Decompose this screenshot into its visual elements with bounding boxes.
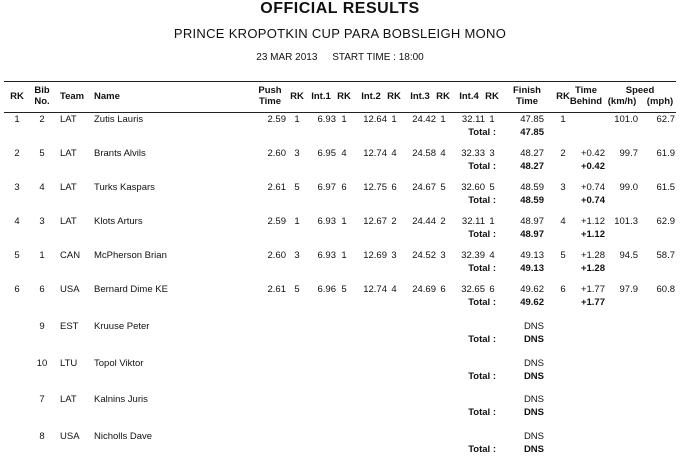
total-value: 48.27 bbox=[520, 161, 544, 172]
cell-prk: 5 bbox=[294, 284, 300, 295]
cell-int3: 24.44 bbox=[412, 216, 436, 227]
cell-name: Klots Arturs bbox=[94, 216, 143, 227]
cell-int1: 6.96 bbox=[317, 284, 336, 295]
event-date: 23 MAR 2013 bbox=[256, 52, 318, 63]
cell-r1: 5 bbox=[341, 284, 347, 295]
total-value: 49.62 bbox=[520, 297, 544, 308]
cell-int2: 12.64 bbox=[363, 114, 387, 125]
header-finish bbox=[510, 85, 544, 107]
cell-int2: 12.69 bbox=[363, 250, 387, 261]
cell-name: Zutis Lauris bbox=[94, 114, 144, 125]
cell-name: Brants Alvils bbox=[94, 148, 146, 159]
cell-int2: 12.74 bbox=[363, 284, 387, 295]
cell-kmh: 97.9 bbox=[619, 284, 638, 295]
total-label: Total : bbox=[468, 127, 496, 138]
cell-int4: 32.60 bbox=[461, 182, 485, 193]
header-int1: Int.1 bbox=[311, 91, 331, 102]
cell-kmh: 94.5 bbox=[619, 250, 638, 261]
total-label: Total : bbox=[468, 161, 496, 172]
cell-r2: 6 bbox=[391, 182, 397, 193]
cell-int1: 6.93 bbox=[317, 250, 336, 261]
cell-int2: 12.67 bbox=[363, 216, 387, 227]
cell-r3: 4 bbox=[440, 148, 446, 159]
cell-frk: 2 bbox=[560, 148, 566, 159]
header-push-l1: Push bbox=[258, 85, 282, 96]
cell-team: CAN bbox=[60, 250, 81, 261]
header-int1-rk: RK bbox=[337, 91, 351, 102]
cell-team: LTU bbox=[60, 358, 78, 369]
total-label: Total : bbox=[468, 229, 496, 240]
cell-r1: 1 bbox=[341, 114, 347, 125]
cell-bib: 3 bbox=[39, 216, 45, 227]
header-behind-l1: Time bbox=[574, 85, 597, 96]
cell-rk: 6 bbox=[14, 284, 20, 295]
total-label: Total : bbox=[468, 297, 496, 308]
header-int2: Int.2 bbox=[361, 91, 381, 102]
total-label: Total : bbox=[468, 195, 496, 206]
header-int4-rk: RK bbox=[485, 91, 499, 102]
cell-rk: 5 bbox=[14, 250, 20, 261]
total-behind: +0.74 bbox=[580, 195, 605, 206]
cell-int4: 32.65 bbox=[461, 284, 485, 295]
cell-finish: DNS bbox=[523, 394, 544, 405]
cell-name: Kruuse Peter bbox=[94, 321, 150, 332]
cell-push: 2.59 bbox=[267, 216, 286, 227]
cell-r4: 1 bbox=[489, 114, 495, 125]
cell-r3: 6 bbox=[440, 284, 446, 295]
header-bib-l1: Bib bbox=[34, 85, 50, 96]
total-label: Total : bbox=[468, 263, 496, 274]
cell-r4: 3 bbox=[489, 148, 495, 159]
total-label: Total : bbox=[468, 407, 496, 418]
cell-team: USA bbox=[60, 284, 80, 295]
cell-kmh: 101.3 bbox=[614, 216, 638, 227]
header-name: Name bbox=[94, 91, 120, 102]
cell-rk: 1 bbox=[14, 114, 20, 125]
cell-prk: 5 bbox=[294, 182, 300, 193]
total-value: 49.13 bbox=[520, 263, 544, 274]
header-int3: Int.3 bbox=[410, 91, 430, 102]
cell-mph: 61.5 bbox=[656, 182, 675, 193]
header-speed: Speed bbox=[625, 85, 655, 96]
header-int3-rk: RK bbox=[436, 91, 450, 102]
cell-finish: 48.59 bbox=[520, 182, 544, 193]
cell-rk: 4 bbox=[14, 216, 20, 227]
cell-int1: 6.95 bbox=[317, 148, 336, 159]
header-speed-kmh: (km/h) bbox=[607, 96, 637, 107]
cell-finish: 49.62 bbox=[520, 284, 544, 295]
cell-r1: 4 bbox=[341, 148, 347, 159]
cell-r1: 6 bbox=[341, 182, 347, 193]
cell-int4: 32.11 bbox=[461, 216, 485, 227]
cell-bib: 9 bbox=[39, 321, 45, 332]
cell-int3: 24.42 bbox=[412, 114, 436, 125]
cell-kmh: 101.0 bbox=[614, 114, 638, 125]
cell-bib: 8 bbox=[39, 431, 45, 442]
cell-finish: 48.27 bbox=[520, 148, 544, 159]
cell-r1: 1 bbox=[341, 216, 347, 227]
cell-prk: 3 bbox=[294, 148, 300, 159]
cell-int3: 24.58 bbox=[412, 148, 436, 159]
cell-finish: DNS bbox=[523, 431, 544, 442]
cell-push: 2.60 bbox=[267, 148, 286, 159]
total-label: Total : bbox=[468, 371, 496, 382]
cell-bib: 2 bbox=[39, 114, 45, 125]
cell-name: McPherson Brian bbox=[94, 250, 167, 261]
header-push bbox=[254, 85, 286, 107]
cell-bib: 7 bbox=[39, 394, 45, 405]
cell-team: LAT bbox=[60, 216, 77, 227]
header-team: Team bbox=[60, 91, 85, 102]
cell-finish: 49.13 bbox=[520, 250, 544, 261]
cell-bib: 1 bbox=[39, 250, 45, 261]
cell-r2: 4 bbox=[391, 284, 397, 295]
cell-prk: 3 bbox=[294, 250, 300, 261]
cell-mph: 61.9 bbox=[656, 148, 675, 159]
cell-team: LAT bbox=[60, 394, 77, 405]
cell-push: 2.60 bbox=[267, 250, 286, 261]
cell-r1: 1 bbox=[341, 250, 347, 261]
header-bottom-rule bbox=[4, 112, 676, 113]
cell-behind: +0.74 bbox=[580, 182, 605, 193]
cell-team: LAT bbox=[60, 182, 77, 193]
date-line bbox=[0, 52, 680, 63]
cell-r3: 2 bbox=[440, 216, 446, 227]
header-behind bbox=[567, 85, 605, 107]
total-value: 48.97 bbox=[520, 229, 544, 240]
cell-int3: 24.67 bbox=[412, 182, 436, 193]
cell-prk: 1 bbox=[294, 114, 300, 125]
cell-r2: 4 bbox=[391, 148, 397, 159]
total-value: 48.59 bbox=[520, 195, 544, 206]
header-finish-rk: RK bbox=[556, 91, 570, 102]
total-label: Total : bbox=[468, 444, 496, 455]
cell-r2: 2 bbox=[391, 216, 397, 227]
cell-behind: +1.28 bbox=[580, 250, 605, 261]
cell-int4: 32.39 bbox=[461, 250, 485, 261]
page-title: OFFICIAL RESULTS bbox=[260, 0, 420, 17]
event-subtitle: PRINCE KROPOTKIN CUP PARA BOBSLEIGH MONO bbox=[173, 26, 507, 41]
cell-int4: 32.11 bbox=[461, 114, 485, 125]
cell-mph: 60.8 bbox=[656, 284, 675, 295]
header-push-rk: RK bbox=[290, 91, 304, 102]
cell-finish: DNS bbox=[523, 321, 544, 332]
cell-team: EST bbox=[60, 321, 79, 332]
cell-r3: 1 bbox=[440, 114, 446, 125]
header-int2-rk: RK bbox=[387, 91, 401, 102]
cell-int3: 24.52 bbox=[412, 250, 436, 261]
cell-r2: 1 bbox=[391, 114, 397, 125]
header-bib bbox=[30, 85, 54, 107]
cell-behind: +0.42 bbox=[580, 148, 605, 159]
total-value: 47.85 bbox=[520, 127, 544, 138]
header-int4: Int.4 bbox=[459, 91, 479, 102]
cell-prk: 1 bbox=[294, 216, 300, 227]
cell-team: LAT bbox=[60, 114, 77, 125]
cell-int1: 6.93 bbox=[317, 216, 336, 227]
total-label: Total : bbox=[468, 334, 496, 345]
cell-push: 2.59 bbox=[267, 114, 286, 125]
cell-frk: 6 bbox=[560, 284, 566, 295]
cell-bib: 5 bbox=[39, 148, 45, 159]
cell-r3: 3 bbox=[440, 250, 446, 261]
header-behind-l2: Behind bbox=[569, 96, 603, 107]
cell-finish: 48.97 bbox=[520, 216, 544, 227]
cell-finish: 47.85 bbox=[520, 114, 544, 125]
total-value: DNS bbox=[523, 371, 544, 382]
header-bib-l2: No. bbox=[34, 96, 50, 107]
cell-behind: +1.77 bbox=[580, 284, 605, 295]
cell-frk: 1 bbox=[560, 114, 566, 125]
header-finish-l1: Finish bbox=[513, 85, 541, 96]
cell-finish: DNS bbox=[523, 358, 544, 369]
total-behind: +0.42 bbox=[580, 161, 605, 172]
cell-r4: 4 bbox=[489, 250, 495, 261]
cell-name: Bernard Dime KE bbox=[94, 284, 168, 295]
cell-frk: 4 bbox=[560, 216, 566, 227]
cell-r2: 3 bbox=[391, 250, 397, 261]
cell-frk: 3 bbox=[560, 182, 566, 193]
cell-rk: 2 bbox=[14, 148, 20, 159]
cell-int4: 32.33 bbox=[461, 148, 485, 159]
cell-team: USA bbox=[60, 431, 80, 442]
cell-push: 2.61 bbox=[267, 284, 286, 295]
header-rk: RK bbox=[10, 91, 24, 102]
cell-r4: 6 bbox=[489, 284, 495, 295]
cell-r3: 5 bbox=[440, 182, 446, 193]
cell-push: 2.61 bbox=[267, 182, 286, 193]
cell-mph: 62.9 bbox=[656, 216, 675, 227]
total-behind: +1.28 bbox=[580, 263, 605, 274]
cell-rk: 3 bbox=[14, 182, 20, 193]
cell-mph: 62.7 bbox=[656, 114, 675, 125]
cell-r4: 5 bbox=[489, 182, 495, 193]
cell-mph: 58.7 bbox=[656, 250, 675, 261]
start-time: START TIME : 18:00 bbox=[332, 52, 424, 63]
total-value: DNS bbox=[523, 444, 544, 455]
cell-frk: 5 bbox=[560, 250, 566, 261]
header-speed-mph: (mph) bbox=[646, 96, 674, 107]
cell-kmh: 99.0 bbox=[619, 182, 638, 193]
cell-int3: 24.69 bbox=[412, 284, 436, 295]
header-finish-l2: Time bbox=[515, 96, 538, 107]
header-push-l2: Time bbox=[258, 96, 281, 107]
total-value: DNS bbox=[523, 334, 544, 345]
cell-int2: 12.75 bbox=[363, 182, 387, 193]
cell-bib: 6 bbox=[39, 284, 45, 295]
total-value: DNS bbox=[523, 407, 544, 418]
total-behind: +1.77 bbox=[580, 297, 605, 308]
cell-behind: +1.12 bbox=[580, 216, 605, 227]
cell-int1: 6.93 bbox=[317, 114, 336, 125]
cell-team: LAT bbox=[60, 148, 77, 159]
total-behind: +1.12 bbox=[580, 229, 605, 240]
cell-name: Turks Kaspars bbox=[94, 182, 155, 193]
cell-int2: 12.74 bbox=[363, 148, 387, 159]
cell-r4: 1 bbox=[489, 216, 495, 227]
cell-bib: 10 bbox=[36, 358, 48, 369]
cell-int1: 6.97 bbox=[317, 182, 336, 193]
cell-name: Topol Viktor bbox=[94, 358, 144, 369]
cell-kmh: 99.7 bbox=[619, 148, 638, 159]
cell-name: Kalnins Juris bbox=[94, 394, 148, 405]
cell-bib: 4 bbox=[39, 182, 45, 193]
header-top-rule bbox=[4, 81, 676, 82]
cell-name: Nicholls Dave bbox=[94, 431, 153, 442]
